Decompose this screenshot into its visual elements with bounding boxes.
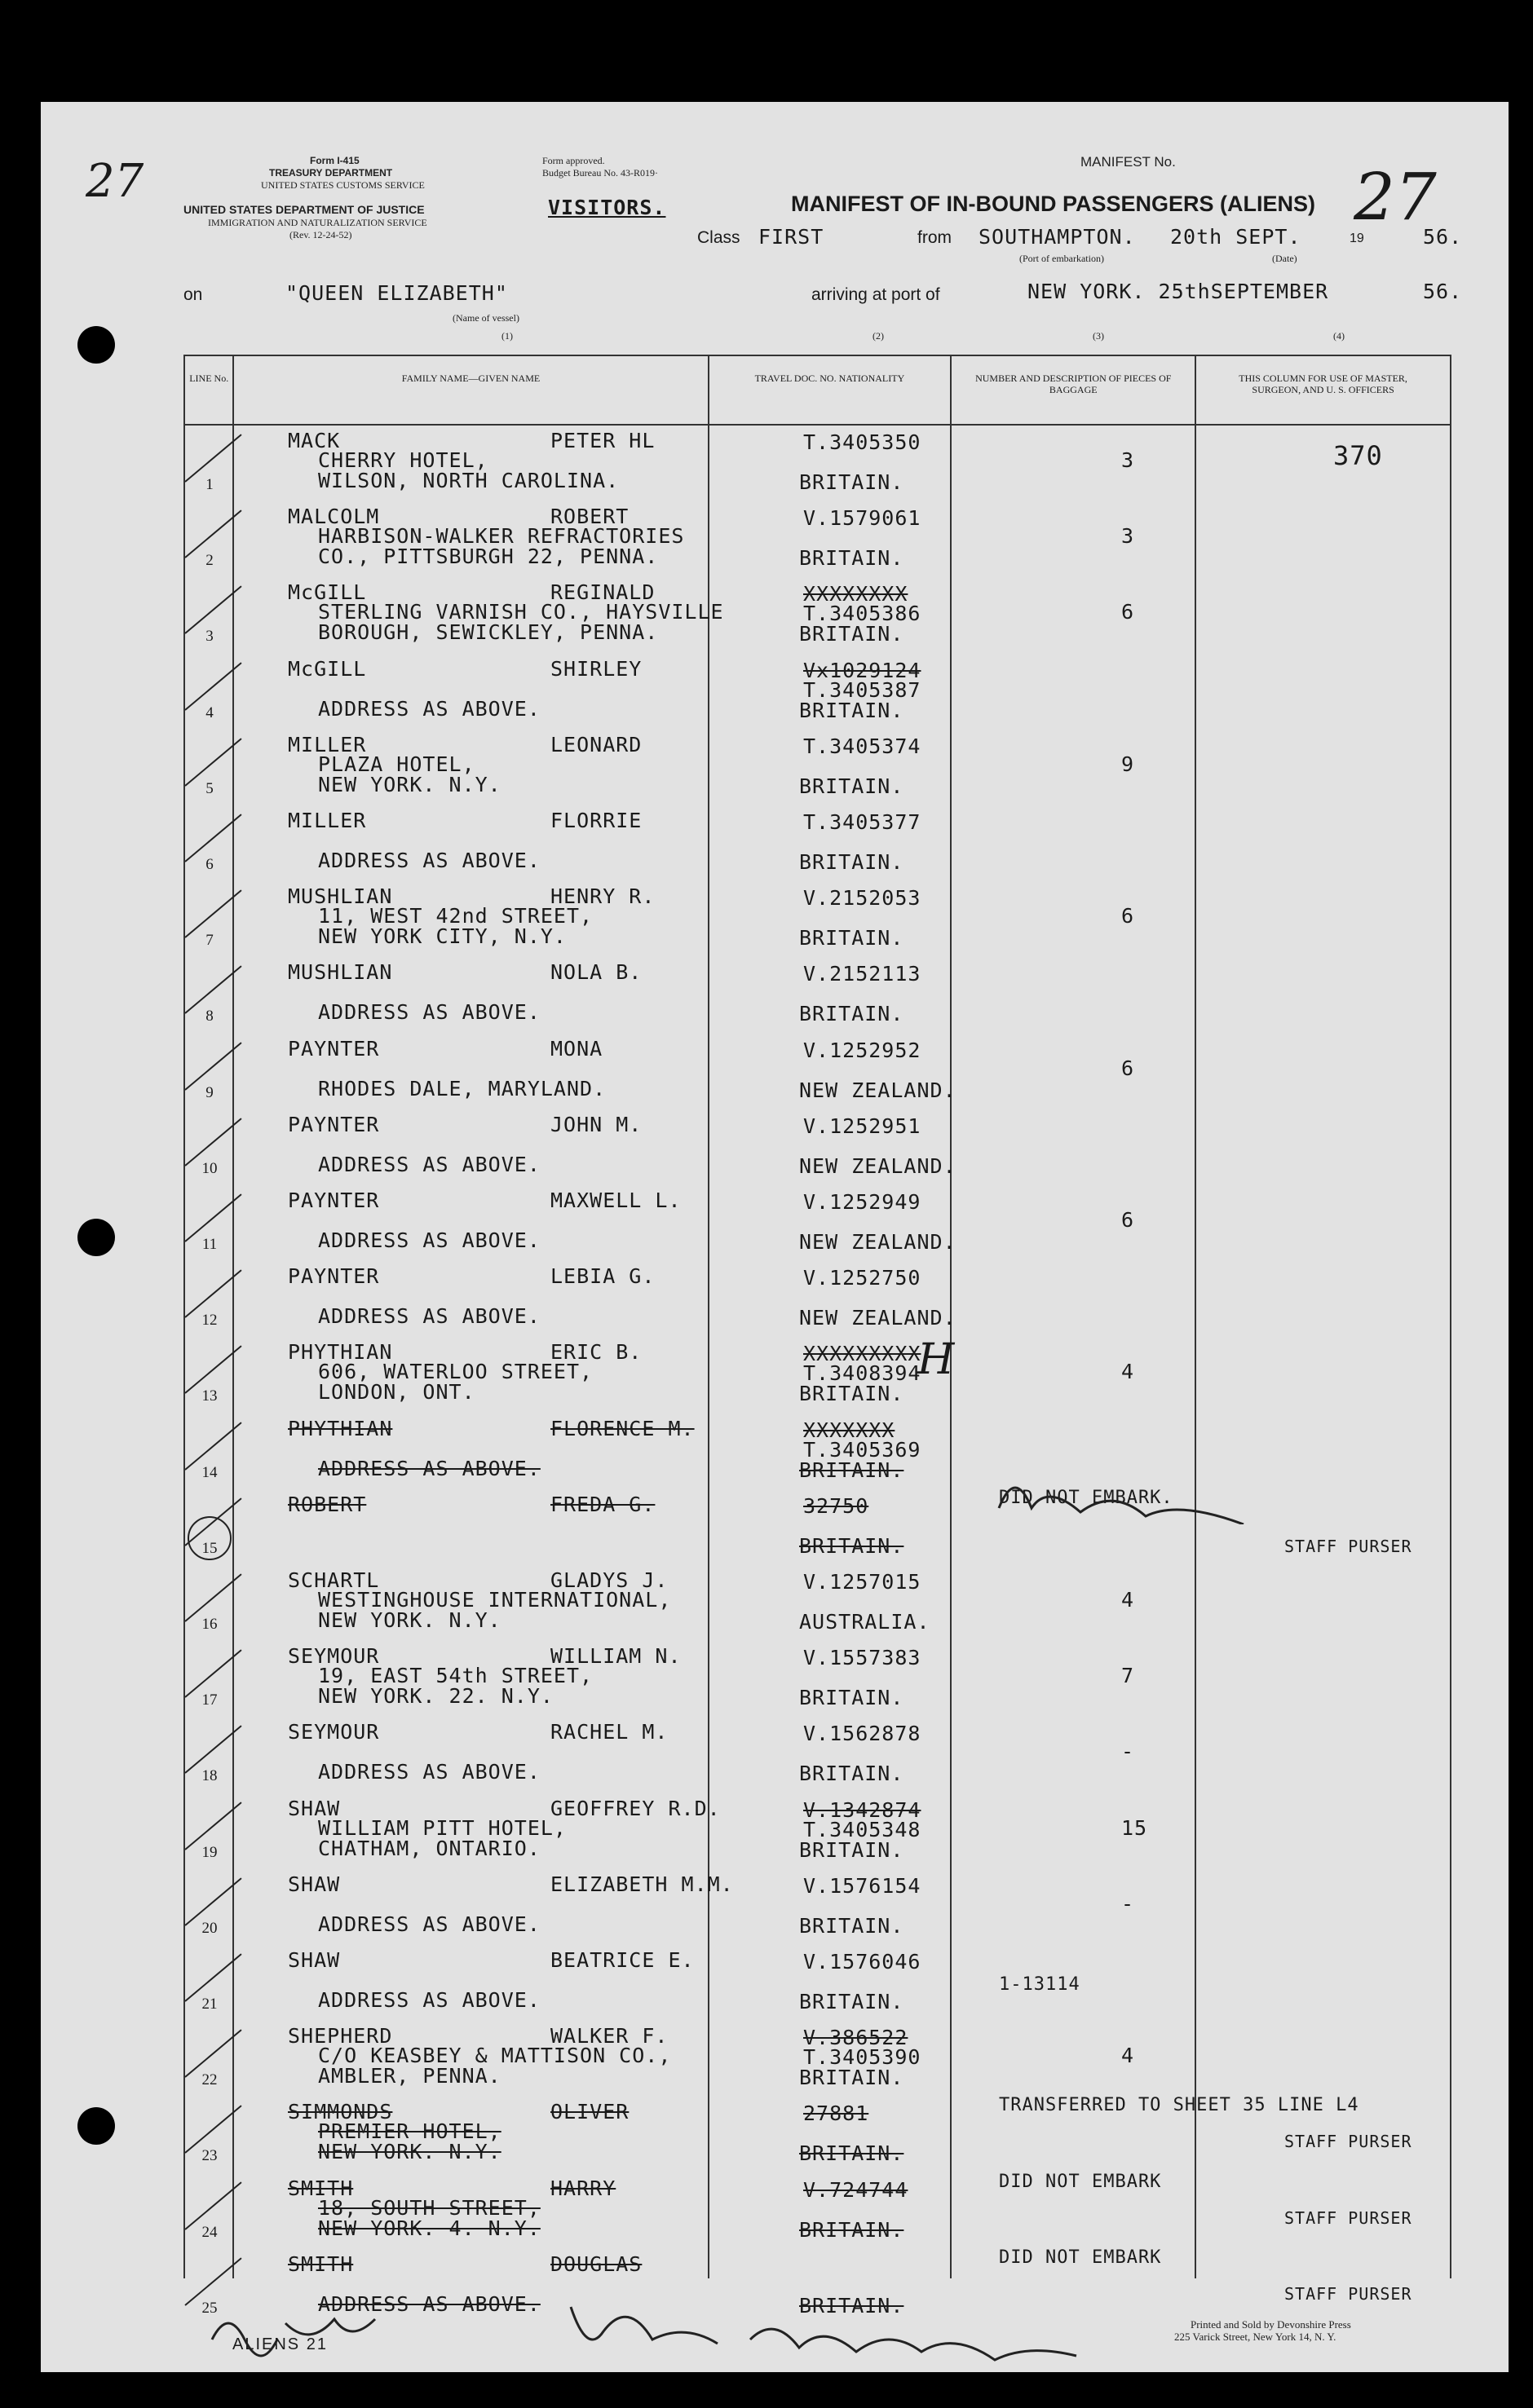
officer-note: STAFF PURSER: [1284, 1536, 1412, 1556]
manifest-no-label: MANIFEST No.: [1080, 154, 1176, 170]
col-ref-3: (3): [1093, 330, 1104, 342]
year-prefix: 19: [1350, 232, 1364, 245]
check-mark: [184, 890, 241, 938]
given-name: LEONARD: [550, 732, 643, 756]
nationality: BRITAIN.: [799, 1533, 904, 1558]
officer-note: STAFF PURSER: [1284, 2283, 1412, 2304]
given-name: GLADYS J.: [550, 1568, 669, 1592]
travel-doc-no: 27881: [803, 2101, 869, 2126]
address-line-2: NEW YORK. N.Y.: [318, 1608, 501, 1632]
address-line-1: PREMIER HOTEL,: [318, 2119, 501, 2144]
baggage-count: 3: [1121, 448, 1135, 472]
address-line-1: CHERRY HOTEL,: [318, 448, 488, 472]
line-number: 24: [201, 2223, 218, 2241]
travel-doc-no: V.2152113: [803, 962, 921, 986]
family-name: SHAW: [288, 1796, 341, 1820]
line-number: 13: [201, 1387, 218, 1405]
travel-doc-no-2: T.3408394: [803, 1361, 921, 1386]
family-name: SCHARTL: [288, 1568, 380, 1592]
nationality: BRITAIN.: [799, 926, 904, 950]
travel-doc-no: V.1252750: [803, 1266, 921, 1290]
officer-note: H: [917, 1335, 955, 1385]
check-mark: [184, 1953, 241, 2001]
page-number-left: 27: [86, 155, 144, 208]
nationality: BRITAIN.: [799, 1990, 904, 2013]
address-line-1: WESTINGHOUSE INTERNATIONAL,: [318, 1588, 672, 1612]
punch-hole: [77, 1219, 115, 1256]
baggage-count: 4: [1121, 1360, 1135, 1384]
travel-doc-no: T.3405377: [803, 810, 921, 834]
line-number: 25: [201, 2299, 218, 2317]
passenger-row: [183, 1259, 1451, 1335]
address-line-2: NEW YORK. 22. N.Y.: [318, 1684, 554, 1709]
address-line-1: HARBISON-WALKER REFRACTORIES: [318, 524, 685, 549]
passenger-row: [183, 1639, 1451, 1715]
nationality: NEW ZEALAND.: [799, 1153, 956, 1178]
check-mark: [184, 510, 241, 558]
travel-doc-no: V.1576046: [803, 1950, 921, 1974]
address-line-2: LONDON, ONT.: [318, 1380, 475, 1405]
given-name: HENRY R.: [550, 884, 656, 909]
family-name: MACK: [288, 429, 341, 452]
passenger-row: [183, 576, 1451, 651]
travel-doc-no: V.1252952: [803, 1038, 921, 1062]
justice-dept: UNITED STATES DEPARTMENT OF JUSTICE: [183, 203, 425, 216]
nationality: BRITAIN.: [799, 2217, 904, 2242]
col-line-no: LINE No.: [184, 355, 233, 425]
passenger-row: [183, 1943, 1451, 2019]
address-line-2: NEW YORK. 4. N.Y.: [318, 2216, 541, 2240]
vessel-caption: (Name of vessel): [453, 312, 519, 324]
budget-bureau: Budget Bureau No. 43-R019·: [542, 167, 658, 179]
given-name: LEBIA G.: [550, 1264, 656, 1289]
line-number: 15: [201, 1539, 218, 1557]
passenger-row: [183, 1184, 1451, 1259]
baggage-count: 3: [1121, 524, 1135, 549]
address-line-2: ADDRESS AS ABOVE.: [318, 1760, 541, 1784]
punch-hole: [77, 326, 115, 364]
given-name: HARRY: [550, 2176, 616, 2200]
passenger-row: [183, 804, 1451, 880]
col-name: FAMILY NAME—GIVEN NAME: [233, 355, 708, 425]
nationality: BRITAIN.: [799, 622, 904, 646]
ins-service: IMMIGRATION AND NATURALIZATION SERVICE: [208, 217, 427, 228]
travel-doc-no-2: T.3405387: [803, 677, 921, 702]
passenger-row: [183, 1108, 1451, 1184]
line-number: 7: [205, 932, 214, 950]
form-approved: Form approved.: [542, 155, 605, 166]
travel-doc-no-2: T.3405386: [803, 602, 921, 626]
treasury-dept: TREASURY DEPARTMENT: [269, 167, 393, 179]
line-number: 10: [201, 1159, 218, 1177]
travel-doc-no: XXXXXXX: [803, 1418, 895, 1442]
family-name: PAYNTER: [288, 1189, 380, 1212]
travel-doc-no: V.1579061: [803, 506, 921, 531]
nationality: BRITAIN.: [799, 2293, 904, 2318]
passenger-row: [183, 424, 1451, 500]
line-number: 19: [201, 1843, 218, 1861]
address-line-1: PLAZA HOTEL,: [318, 752, 475, 776]
given-name: SHIRLEY: [550, 656, 643, 681]
given-name: NOLA B.: [550, 960, 643, 985]
passenger-row: [183, 1792, 1451, 1868]
family-name: SMITH: [288, 2251, 354, 2276]
travel-doc-no: T.3405350: [803, 430, 921, 454]
nationality: NEW ZEALAND.: [799, 1230, 956, 1254]
line-number: 9: [205, 1083, 214, 1101]
family-name: SHAW: [288, 1948, 341, 1972]
col-ref-1: (1): [501, 330, 513, 342]
given-name: FREDA G.: [550, 1492, 656, 1516]
travel-doc-no: XXXXXXXXX: [803, 1342, 921, 1366]
passenger-row: [183, 1335, 1451, 1411]
address-line-2: ADDRESS AS ABOVE.: [318, 2291, 541, 2316]
address-line-2: CHATHAM, ONTARIO.: [318, 1836, 541, 1860]
nationality: BRITAIN.: [799, 774, 904, 798]
address-line-2: ADDRESS AS ABOVE.: [318, 1152, 541, 1176]
passenger-row: [183, 1715, 1451, 1791]
check-mark: [184, 1802, 241, 1850]
family-name: PAYNTER: [288, 1264, 380, 1289]
family-name: PAYNTER: [288, 1112, 380, 1136]
nationality: BRITAIN.: [799, 1913, 904, 1938]
travel-doc-no-2: T.3405369: [803, 1437, 921, 1462]
col-travel-doc: TRAVEL DOC. NO. NATIONALITY: [709, 355, 952, 425]
vessel-name: "QUEEN ELIZABETH": [285, 281, 508, 305]
family-name: ROBERT: [288, 1492, 367, 1516]
baggage-count: 6: [1121, 600, 1135, 624]
passenger-row: [183, 1563, 1451, 1639]
given-name: PETER HL: [550, 429, 656, 452]
family-name: SMITH: [288, 2176, 354, 2200]
address-line-2: ADDRESS AS ABOVE.: [318, 1912, 541, 1936]
line-number: 16: [201, 1616, 218, 1633]
check-mark: [184, 662, 241, 710]
family-name: McGILL: [288, 656, 367, 681]
col-ref-4: (4): [1333, 330, 1345, 342]
family-name: MUSHLIAN: [288, 884, 393, 909]
printer-address: 225 Varick Street, New York 14, N. Y.: [1174, 2331, 1336, 2343]
check-mark: [184, 2181, 241, 2229]
family-name: SHEPHERD: [288, 2024, 393, 2049]
line-number: 1: [205, 476, 214, 493]
passenger-row: [183, 728, 1451, 804]
nationality: BRITAIN.: [799, 1002, 904, 1026]
address-line-1: C/O KEASBEY & MATTISON CO.,: [318, 2044, 672, 2068]
inspector-signatures: [196, 2291, 1158, 2380]
given-name: FLORENCE M.: [550, 1416, 695, 1440]
given-name: DOUGLAS: [550, 2251, 643, 2276]
given-name: MAXWELL L.: [550, 1189, 682, 1212]
family-name: SEYMOUR: [288, 1720, 380, 1744]
col-ref-2: (2): [873, 330, 884, 342]
address-line-2: AMBLER, PENNA.: [318, 2064, 501, 2088]
line-number: 5: [205, 779, 214, 797]
passenger-row: [183, 2019, 1451, 2095]
given-name: MONA: [550, 1036, 603, 1061]
baggage-count: 4: [1121, 1588, 1135, 1612]
travel-doc-no: V.1576154: [803, 1873, 921, 1898]
baggage-count: 9: [1121, 752, 1135, 776]
passenger-row: [183, 2172, 1451, 2247]
check-mark: [184, 1270, 241, 1318]
baggage-count: 6: [1121, 1208, 1135, 1232]
travel-doc-no-2: T.3405390: [803, 2045, 921, 2070]
travel-doc-no: V.1342874: [803, 1797, 921, 1822]
family-name: SEYMOUR: [288, 1644, 380, 1669]
officer-note: 370: [1333, 440, 1383, 471]
given-name: FLORRIE: [550, 809, 643, 832]
check-mark: [184, 2030, 241, 2078]
passenger-row: [183, 500, 1451, 576]
address-line-2: ADDRESS AS ABOVE.: [318, 1228, 541, 1252]
line-number: 17: [201, 1691, 218, 1709]
address-line-2: ADDRESS AS ABOVE.: [318, 1456, 541, 1480]
embark-year: 56.: [1423, 225, 1463, 249]
baggage-count: 1-13114: [999, 1974, 1080, 1995]
date-caption: (Date): [1272, 253, 1297, 264]
nationality: BRITAIN.: [799, 1686, 904, 1710]
address-line-1: 18, SOUTH STREET,: [318, 2195, 541, 2220]
passenger-row: [183, 1868, 1451, 1943]
family-name: MALCOLM: [288, 505, 380, 529]
given-name: REGINALD: [550, 580, 656, 605]
check-mark: [184, 1346, 241, 1394]
passenger-row: [183, 652, 1451, 728]
check-mark: [184, 1726, 241, 1774]
nationality: BRITAIN.: [799, 1837, 904, 1862]
printer-name: Printed and Sold by Devonshire Press: [1191, 2318, 1351, 2331]
family-name: McGILL: [288, 580, 367, 605]
officer-note: STAFF PURSER: [1284, 2207, 1412, 2228]
purser-signature: [991, 1475, 1284, 1524]
passenger-row: [183, 880, 1451, 955]
manifest-title: MANIFEST OF IN-BOUND PASSENGERS (ALIENS): [791, 192, 1316, 216]
given-name: WILLIAM N.: [550, 1644, 682, 1669]
travel-doc-no: T.3405374: [803, 734, 921, 758]
address-line-1: WILLIAM PITT HOTEL,: [318, 1815, 567, 1840]
passenger-row: [183, 1032, 1451, 1108]
address-line-2: NEW YORK CITY, N.Y.: [318, 924, 567, 949]
check-mark: [184, 586, 241, 634]
nationality: BRITAIN.: [799, 2066, 904, 2090]
given-name: GEOFFREY R.D.: [550, 1796, 721, 1820]
check-mark: [184, 1118, 241, 1166]
family-name: SHAW: [288, 1872, 341, 1896]
address-line-1: 19, EAST 54th STREET,: [318, 1664, 594, 1688]
nationality: BRITAIN.: [799, 470, 904, 494]
address-line-2: ADDRESS AS ABOVE.: [318, 1000, 541, 1025]
baggage-count: -: [1121, 1891, 1135, 1916]
check-mark: [184, 814, 241, 862]
revision: (Rev. 12-24-52): [289, 229, 352, 240]
travel-doc-no: V.1252951: [803, 1114, 921, 1138]
line-number: 18: [201, 1767, 218, 1785]
travel-doc-no: V.2152053: [803, 886, 921, 911]
col-baggage: NUMBER AND DESCRIPTION OF PIECES OF BAGGAGE: [951, 355, 1195, 425]
given-name: JOHN M.: [550, 1112, 643, 1136]
col-officers: THIS COLUMN FOR USE OF MASTER, SURGEON, AND U. S. OFFICERS: [1195, 355, 1451, 425]
arrival-port-date: NEW YORK. 25thSEPTEMBER: [1027, 280, 1329, 303]
arriving-label: arriving at port of: [811, 285, 940, 304]
baggage-count: 4: [1121, 2044, 1135, 2068]
address-line-1: 11, WEST 42nd STREET,: [318, 904, 594, 928]
from-label: from: [917, 228, 952, 247]
address-line-2: CO., PITTSBURGH 22, PENNA.: [318, 545, 659, 569]
travel-doc-no-2: T.3405348: [803, 1817, 921, 1841]
family-name: SIMMONDS: [288, 2100, 393, 2124]
on-label: on: [183, 285, 203, 304]
check-mark: [184, 738, 241, 786]
address-line-2: ADDRESS AS ABOVE.: [318, 1988, 541, 2012]
address-line-2: RHODES DALE, MARYLAND.: [318, 1076, 607, 1100]
check-mark: [184, 1573, 241, 1621]
line-number: 2: [205, 552, 214, 570]
address-line-1: 606, WATERLOO STREET,: [318, 1360, 594, 1384]
page-number-right: 27: [1354, 159, 1437, 235]
given-name: ELIZABETH M.M.: [550, 1872, 734, 1896]
nationality: BRITAIN.: [799, 1382, 904, 1406]
check-mark: [184, 1042, 241, 1090]
line-number: 8: [205, 1008, 214, 1025]
check-mark: [184, 966, 241, 1014]
address-line-2: WILSON, NORTH CAROLINA.: [318, 469, 620, 492]
address-line-2: ADDRESS AS ABOVE.: [318, 1304, 541, 1329]
class-label: Class: [697, 228, 740, 247]
travel-doc-no: Vx1029124: [803, 658, 921, 682]
travel-doc-no: V.1557383: [803, 1646, 921, 1670]
check-mark: [184, 1422, 241, 1470]
address-line-2: NEW YORK. N.Y.: [318, 2140, 501, 2164]
baggage-count: 7: [1121, 1664, 1135, 1688]
visitors-label: VISITORS.: [548, 196, 666, 219]
embark-date: 20th SEPT.: [1170, 225, 1301, 249]
given-name: WALKER F.: [550, 2024, 669, 2049]
family-name: MILLER: [288, 809, 367, 832]
family-name: PHYTHIAN: [288, 1340, 393, 1365]
given-name: RACHEL M.: [550, 1720, 669, 1744]
given-name: ERIC B.: [550, 1340, 643, 1365]
line-15-circle: [188, 1516, 232, 1560]
address-line-1: STERLING VARNISH CO., HAYSVILLE: [318, 600, 724, 624]
passenger-row: [183, 2095, 1451, 2171]
travel-doc-no: XXXXXXXX: [803, 582, 908, 606]
family-name: PHYTHIAN: [288, 1416, 393, 1440]
family-name: MILLER: [288, 732, 367, 756]
baggage-count: TRANSFERRED TO SHEET 35 LINE L4: [999, 2095, 1359, 2116]
travel-doc-no: V.1252949: [803, 1190, 921, 1214]
check-mark: [184, 2106, 241, 2154]
passenger-row: [183, 955, 1451, 1031]
punch-hole: [77, 2107, 115, 2145]
line-number: 12: [201, 1312, 218, 1330]
family-name: MUSHLIAN: [288, 960, 393, 985]
given-name: ROBERT: [550, 505, 630, 529]
address-line-2: ADDRESS AS ABOVE.: [318, 849, 541, 872]
travel-doc-no: V.386522: [803, 2026, 908, 2050]
address-line-2: BOROUGH, SEWICKLEY, PENNA.: [318, 620, 659, 645]
nationality: BRITAIN.: [799, 1762, 904, 1786]
officer-note: STAFF PURSER: [1284, 2132, 1412, 2152]
line-number: 6: [205, 856, 214, 873]
address-line-2: ADDRESS AS ABOVE.: [318, 696, 541, 721]
baggage-count: 6: [1121, 904, 1135, 928]
travel-doc-no: V.1257015: [803, 1570, 921, 1594]
travel-doc-no: V.1562878: [803, 1722, 921, 1746]
baggage-count: -: [1121, 1740, 1135, 1764]
line-number: 11: [201, 1236, 218, 1253]
baggage-count: DID NOT EMBARK: [999, 2247, 1162, 2268]
baggage-count: 6: [1121, 1056, 1135, 1080]
line-number: 3: [205, 628, 214, 646]
check-mark: [184, 434, 241, 482]
nationality: NEW ZEALAND.: [799, 1306, 956, 1330]
nationality: AUSTRALIA.: [799, 1610, 930, 1634]
line-number: 14: [201, 1463, 218, 1481]
given-name: OLIVER: [550, 2100, 630, 2124]
address-line-2: NEW YORK. N.Y.: [318, 772, 501, 796]
form-number: Form I-415: [310, 155, 360, 166]
check-mark: [184, 1877, 241, 1925]
port-caption: (Port of embarkation): [1019, 253, 1104, 264]
nationality: NEW ZEALAND.: [799, 1078, 956, 1102]
line-number: 4: [205, 703, 214, 721]
line-number: 20: [201, 1919, 218, 1937]
given-name: BEATRICE E.: [550, 1948, 695, 1972]
line-number: 21: [201, 1996, 218, 2013]
check-mark: [184, 1650, 241, 1698]
travel-doc-no: V.724744: [803, 2177, 908, 2202]
passenger-rows: [183, 424, 1451, 2323]
aliens-count: ALIENS 21: [232, 2335, 328, 2353]
travel-doc-no: 32750: [803, 1493, 869, 1518]
check-mark: [184, 1193, 241, 1241]
port-embarkation: SOUTHAMPTON.: [979, 225, 1136, 249]
arrival-year: 56.: [1423, 280, 1463, 303]
customs-service: UNITED STATES CUSTOMS SERVICE: [261, 179, 425, 191]
baggage-count: DID NOT EMBARK.: [999, 1487, 1173, 1508]
nationality: BRITAIN.: [799, 546, 904, 571]
line-number: 23: [201, 2147, 218, 2165]
family-name: PAYNTER: [288, 1036, 380, 1061]
baggage-count: 15: [1121, 1815, 1148, 1840]
baggage-count: DID NOT EMBARK: [999, 2171, 1162, 2192]
nationality: BRITAIN.: [799, 698, 904, 722]
line-number: 22: [201, 2071, 218, 2089]
nationality: BRITAIN.: [799, 1458, 904, 1482]
nationality: BRITAIN.: [799, 2141, 904, 2166]
nationality: BRITAIN.: [799, 850, 904, 874]
class-value: FIRST: [758, 225, 824, 249]
